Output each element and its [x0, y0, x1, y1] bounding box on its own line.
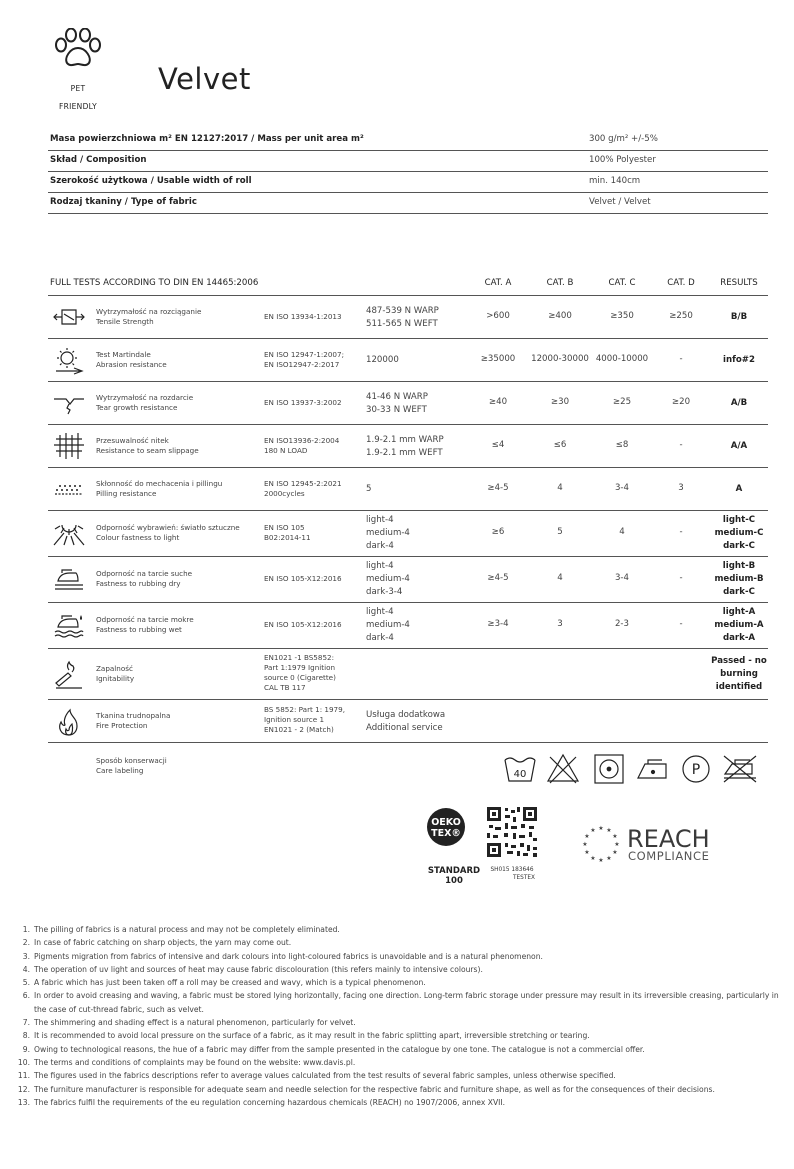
cat-a-value: ≥3-4	[487, 619, 509, 629]
final-result: light-B medium-B dark-C	[714, 561, 764, 597]
final-result: light-A medium-A dark-A	[714, 607, 764, 643]
svg-text:★: ★	[584, 833, 590, 840]
test-result: 487-539 N WARP 511-565 N WEFT	[366, 306, 439, 329]
cat-c-value: ≤8	[615, 440, 629, 450]
cat-d-value: 3	[678, 483, 684, 493]
cat-b-value: ≤6	[553, 440, 567, 450]
list-item: 8. It is recommended to avoid local pressure on the surface of a fabric, as it may result in the fabric splitting apart, irreversible stretching or tearing.	[22, 1031, 590, 1041]
spec-row	[48, 129, 768, 151]
test-name: Skłonność do mechacenia i pillingu Pilling resistance	[96, 479, 223, 498]
note-text: It is recommended to avoid local pressure on the surface of a fabric, as it may result in the fabric splitting apart, irreversible stretching or tearing.	[34, 1031, 590, 1041]
reach-compliance-logo	[582, 822, 727, 868]
cat-d-value: -	[679, 573, 683, 583]
test-standard: EN ISO 12945-2:2021 2000cycles	[264, 479, 342, 498]
test-result: light-4 medium-4 dark-3-4	[366, 561, 410, 597]
svg-text:★: ★	[598, 857, 604, 864]
col-cat-d: CAT. D	[667, 278, 695, 288]
reach-text: REACH	[627, 825, 710, 853]
ignitability-icon	[52, 659, 86, 689]
test-result: 1.9-2.1 mm WARP 1.9-2.1 mm WEFT	[366, 435, 444, 458]
spec-label: Rodzaj tkaniny / Type of fabric	[50, 197, 197, 207]
cat-b-value: 4	[557, 573, 563, 583]
spec-value: min. 140cm	[589, 176, 641, 186]
test-result: light-4 medium-4 dark-4	[366, 515, 410, 551]
test-name: Odporność na tarcie mokre Fastness to rubbing wet	[96, 615, 194, 634]
test-standard: EN ISO 105-X12:2016	[264, 574, 342, 583]
cat-d-value: ≥20	[671, 397, 691, 407]
svg-text:★: ★	[614, 841, 620, 848]
cat-c-value: 4	[619, 527, 625, 537]
oeko-line2: TEX®	[431, 828, 461, 839]
note-text: The fabrics fulfil the requirements of the eu regulation concerning hazardous chemicals (REACH) no 1907/2006, annex XVII.	[34, 1097, 506, 1107]
fire-icon	[52, 706, 86, 736]
notes-list	[16, 923, 786, 1109]
pilling-icon	[52, 474, 86, 504]
cat-c-value: 4000-10000	[595, 354, 649, 364]
oeko-tex-logo	[425, 805, 545, 885]
standard-line1: STANDARD	[427, 866, 481, 876]
test-name: Odporność wybrawień: światło sztuczne Colour fastness to light	[96, 523, 240, 542]
spec-value: Velvet / Velvet	[589, 197, 651, 207]
cat-a-value: >600	[486, 311, 510, 321]
cat-c-value: ≥350	[610, 311, 634, 321]
svg-text:★: ★	[584, 849, 590, 856]
cat-a-value: ≥6	[491, 527, 505, 537]
note-text: In order to avoid creasing and waving, a fabric must be stored lying horizontally, facing one direction. Long-term fabric storage under pressure may result in its irreversible creasing, particularly in the case of cut-thread fabric, such as velvet.	[34, 991, 779, 1014]
cert-number: SH015 183646	[490, 867, 534, 873]
final-result: Passed - no burning identified	[711, 656, 767, 692]
test-row	[48, 557, 768, 603]
test-standard: EN ISO 12947-1:2007; EN ISO12947-2:2017	[264, 350, 344, 369]
test-standard: EN ISO 13937-3:2002	[264, 398, 342, 407]
cat-d-value: -	[679, 619, 683, 629]
spec-value: 300 g/m² +/-5%	[589, 134, 658, 144]
dry-clean-letter: P	[691, 762, 701, 778]
svg-text:★: ★	[582, 841, 588, 848]
list-item: 9. Owing to technological reasons, the hue of a fabric may differ from the sample presented in the catalogue by one tone. The catalogue is not a commercial offer.	[22, 1044, 645, 1054]
final-result: B/B	[730, 312, 748, 322]
test-row	[48, 339, 768, 382]
svg-text:★: ★	[590, 827, 596, 834]
test-name: Test Martindale Abrasion resistance	[96, 350, 167, 369]
wash-temp-label: 40	[513, 769, 527, 780]
svg-text:★: ★	[606, 855, 612, 862]
cat-c-value: ≥25	[612, 397, 632, 407]
col-cat-b: CAT. B	[546, 278, 574, 288]
cat-b-value: 12000-30000	[531, 354, 589, 364]
cat-b-value: 5	[557, 527, 563, 537]
final-result: A/B	[730, 398, 748, 408]
final-result: A/A	[730, 441, 748, 451]
svg-text:★: ★	[606, 827, 612, 834]
rubbing-wet-icon	[52, 611, 86, 641]
test-result: light-4 medium-4 dark-4	[366, 607, 410, 643]
spec-row	[48, 150, 768, 172]
cat-c-value: 3-4	[614, 573, 630, 583]
list-item: 13. The fabrics fulfil the requirements of the eu regulation concerning hazardous chemicals (REACH) no 1907/2006, annex XVII.	[17, 1097, 506, 1107]
qr-code	[487, 807, 537, 857]
test-name: Przesuwalność nitek Resistance to seam slippage	[96, 436, 199, 455]
list-item: 2. In case of fabric catching on sharp objects, the yarn may come out.	[22, 938, 292, 948]
cat-d-value: -	[679, 440, 683, 450]
svg-text:★: ★	[598, 825, 604, 832]
test-result: Usługa dodatkowa Additional service	[366, 710, 446, 733]
spec-label: Skład / Composition	[50, 155, 147, 165]
list-item: 4. The operation of uv light and sources of heat may cause fabric discolouration (this refers mainly to intensive colours).	[22, 964, 483, 974]
list-item: 12. The furniture manufacturer is responsible for adequate seam and needle selection for the respective fabric and furniture shape, as well as for the consequences of their decisions.	[17, 1084, 715, 1094]
list-item: 3. Pigments migration from fabrics of intensive and dark colours into light-coloured fabrics is unavoidable and is a natural phenomenon.	[22, 951, 543, 961]
svg-text:★: ★	[590, 855, 596, 862]
spec-label: Masa powierzchniowa m² EN 12127:2017 / Mass per unit area m²	[50, 134, 364, 144]
test-result: 41-46 N WARP 30-33 N WEFT	[366, 392, 428, 415]
badge-line1: PET	[70, 84, 86, 93]
test-standard: EN ISO 105 B02:2014-11	[264, 523, 311, 542]
col-cat-a: CAT. A	[484, 278, 512, 288]
list-item: 6. In order to avoid creasing and waving, a fabric must be stored lying horizontally, facing one direction. Long-term fabric storage under pressure may result in its irreversible creasing, particularly in the case of cut-thread fabric, such as velvet.	[22, 991, 779, 1014]
note-text: Owing to technological reasons, the hue of a fabric may differ from the sample presented in the catalogue by one tone. The catalogue is not a commercial offer.	[34, 1044, 645, 1054]
cat-b-value: ≥400	[548, 311, 572, 321]
pet-friendly-badge	[40, 75, 116, 120]
note-text: The figures used in the fabrics descriptions refer to average values calculated from the test results of several fabric samples, unless otherwise specified.	[34, 1071, 616, 1081]
test-name: Zapalność Ignitability	[96, 664, 135, 683]
tensile-icon	[52, 302, 86, 332]
list-item: 10. The terms and conditions of complaints may be found on the website: www.davis.pl.	[17, 1057, 356, 1067]
test-row	[48, 296, 768, 339]
compliance-text: COMPLIANCE	[628, 849, 710, 863]
test-standard: EN1021 -1 BS5852: Part 1:1979 Ignition source 0 (Cigarette) CAL TB 117	[264, 653, 336, 692]
cat-b-value: ≥30	[550, 397, 570, 407]
page-title: Velvet	[158, 62, 251, 96]
cat-d-value: -	[679, 527, 683, 537]
final-result: light-C medium-C dark-C	[714, 515, 764, 551]
rubbing-dry-icon	[52, 565, 86, 595]
martindale-icon	[52, 345, 86, 375]
col-results: RESULTS	[720, 278, 758, 288]
test-row	[48, 468, 768, 511]
list-item: 1. The pilling of fabrics is a natural process and may not be completely eliminated.	[22, 925, 340, 934]
svg-text:★: ★	[612, 833, 618, 840]
test-name: Odporność na tarcie suche Fastness to rubbing dry	[96, 569, 193, 588]
no-bleach-icon	[548, 755, 578, 783]
final-result: info#2	[723, 355, 755, 365]
dry-clean-p-icon	[683, 756, 709, 782]
cat-c-value: 2-3	[614, 619, 630, 629]
test-name: Wytrzymałość na rozciąganie Tensile Strength	[96, 307, 202, 326]
note-text: The furniture manufacturer is responsible for adequate seam and needle selection for the respective fabric and furniture shape, as well as for the consequences of their decisions.	[34, 1084, 715, 1094]
test-name: Tkanina trudnopalna Fire Protection	[96, 711, 171, 730]
list-item: 5. A fabric which has just been taken off a roll may be creased and wavy, which is a typical phenomenon.	[22, 978, 426, 988]
note-text: Pigments migration from fabrics of intensive and dark colours into light-coloured fabrics is unavoidable and is a natural phenomenon.	[34, 951, 543, 961]
cat-a-value: ≥40	[488, 397, 508, 407]
note-text: In case of fabric catching on sharp objects, the yarn may come out.	[34, 938, 292, 948]
cat-d-value: ≥250	[669, 311, 693, 321]
seam-slippage-icon	[52, 431, 86, 461]
tumble-dry-icon	[595, 755, 623, 783]
cat-a-value: ≤4	[491, 440, 505, 450]
svg-text:★: ★	[612, 849, 618, 856]
test-name: Wytrzymałość na rozdarcie Tear growth resistance	[96, 393, 194, 412]
cat-a-value: ≥35000	[480, 354, 516, 364]
care-label: Sposób konserwacji Care labeling	[96, 756, 167, 775]
standard-line2: 100	[445, 876, 463, 885]
cat-b-value: 3	[557, 619, 563, 629]
paw-icon	[52, 28, 104, 68]
test-row	[48, 425, 768, 468]
cat-a-value: ≥4-5	[487, 483, 509, 493]
test-row	[48, 511, 768, 557]
test-standard: EN ISO 13934-1:2013	[264, 312, 342, 321]
col-cat-c: CAT. C	[608, 278, 636, 288]
test-result: 120000	[366, 355, 399, 365]
oeko-line1: OEKO	[431, 817, 461, 828]
final-result: A	[735, 484, 743, 494]
badge-line2: FRIENDLY	[58, 102, 98, 111]
light-icon	[52, 519, 86, 549]
cert-org: TESTEX	[512, 875, 536, 881]
note-text: A fabric which has just been taken off a roll may be creased and wavy, which is a typical phenomenon.	[34, 978, 426, 988]
test-row	[48, 700, 768, 743]
no-iron-steam-icon	[724, 756, 756, 782]
spec-table	[48, 129, 768, 215]
test-standard: BS 5852: Part 1: 1979, Ignition source 1 EN1021 - 2 (Match)	[264, 705, 345, 734]
cat-c-value: 3-4	[614, 483, 630, 493]
note-text: The terms and conditions of complaints may be found on the website: www.davis.pl.	[34, 1057, 356, 1067]
list-item: 7. The shimmering and shading effect is a natural phenomenon, particularly for velvet.	[22, 1018, 356, 1028]
test-standard: EN ISO13936-2:2004 180 N LOAD	[264, 436, 340, 455]
test-row	[48, 382, 768, 425]
tests-header	[48, 272, 768, 296]
test-result: 5	[366, 484, 372, 494]
tests-title: FULL TESTS ACCORDING TO DIN EN 14465:2006	[50, 278, 259, 288]
spec-label: Szerokość użytkowa / Usable width of roll	[50, 176, 252, 186]
cat-d-value: -	[679, 354, 683, 364]
spec-row	[48, 171, 768, 193]
spec-value: 100% Polyester	[589, 155, 656, 165]
iron-low-icon	[638, 760, 666, 778]
list-item: 11. The figures used in the fabrics descriptions refer to average values calculated from the test results of several fabric samples, unless otherwise specified.	[17, 1071, 616, 1081]
note-text: The operation of uv light and sources of heat may cause fabric discolouration (this refers mainly to intensive colours).	[34, 964, 483, 974]
test-row	[48, 603, 768, 649]
spec-row	[48, 192, 768, 214]
test-standard: EN ISO 105-X12:2016	[264, 620, 342, 629]
cat-b-value: 4	[557, 483, 563, 493]
note-text: The shimmering and shading effect is a natural phenomenon, particularly for velvet.	[34, 1018, 356, 1028]
test-row	[48, 649, 768, 700]
cat-a-value: ≥4-5	[487, 573, 509, 583]
tear-icon	[52, 388, 86, 418]
care-symbols	[500, 750, 760, 784]
eu-stars-icon	[582, 825, 619, 864]
wash-40-icon	[505, 758, 535, 781]
note-text: The pilling of fabrics is a natural process and may not be completely eliminated.	[34, 925, 340, 934]
